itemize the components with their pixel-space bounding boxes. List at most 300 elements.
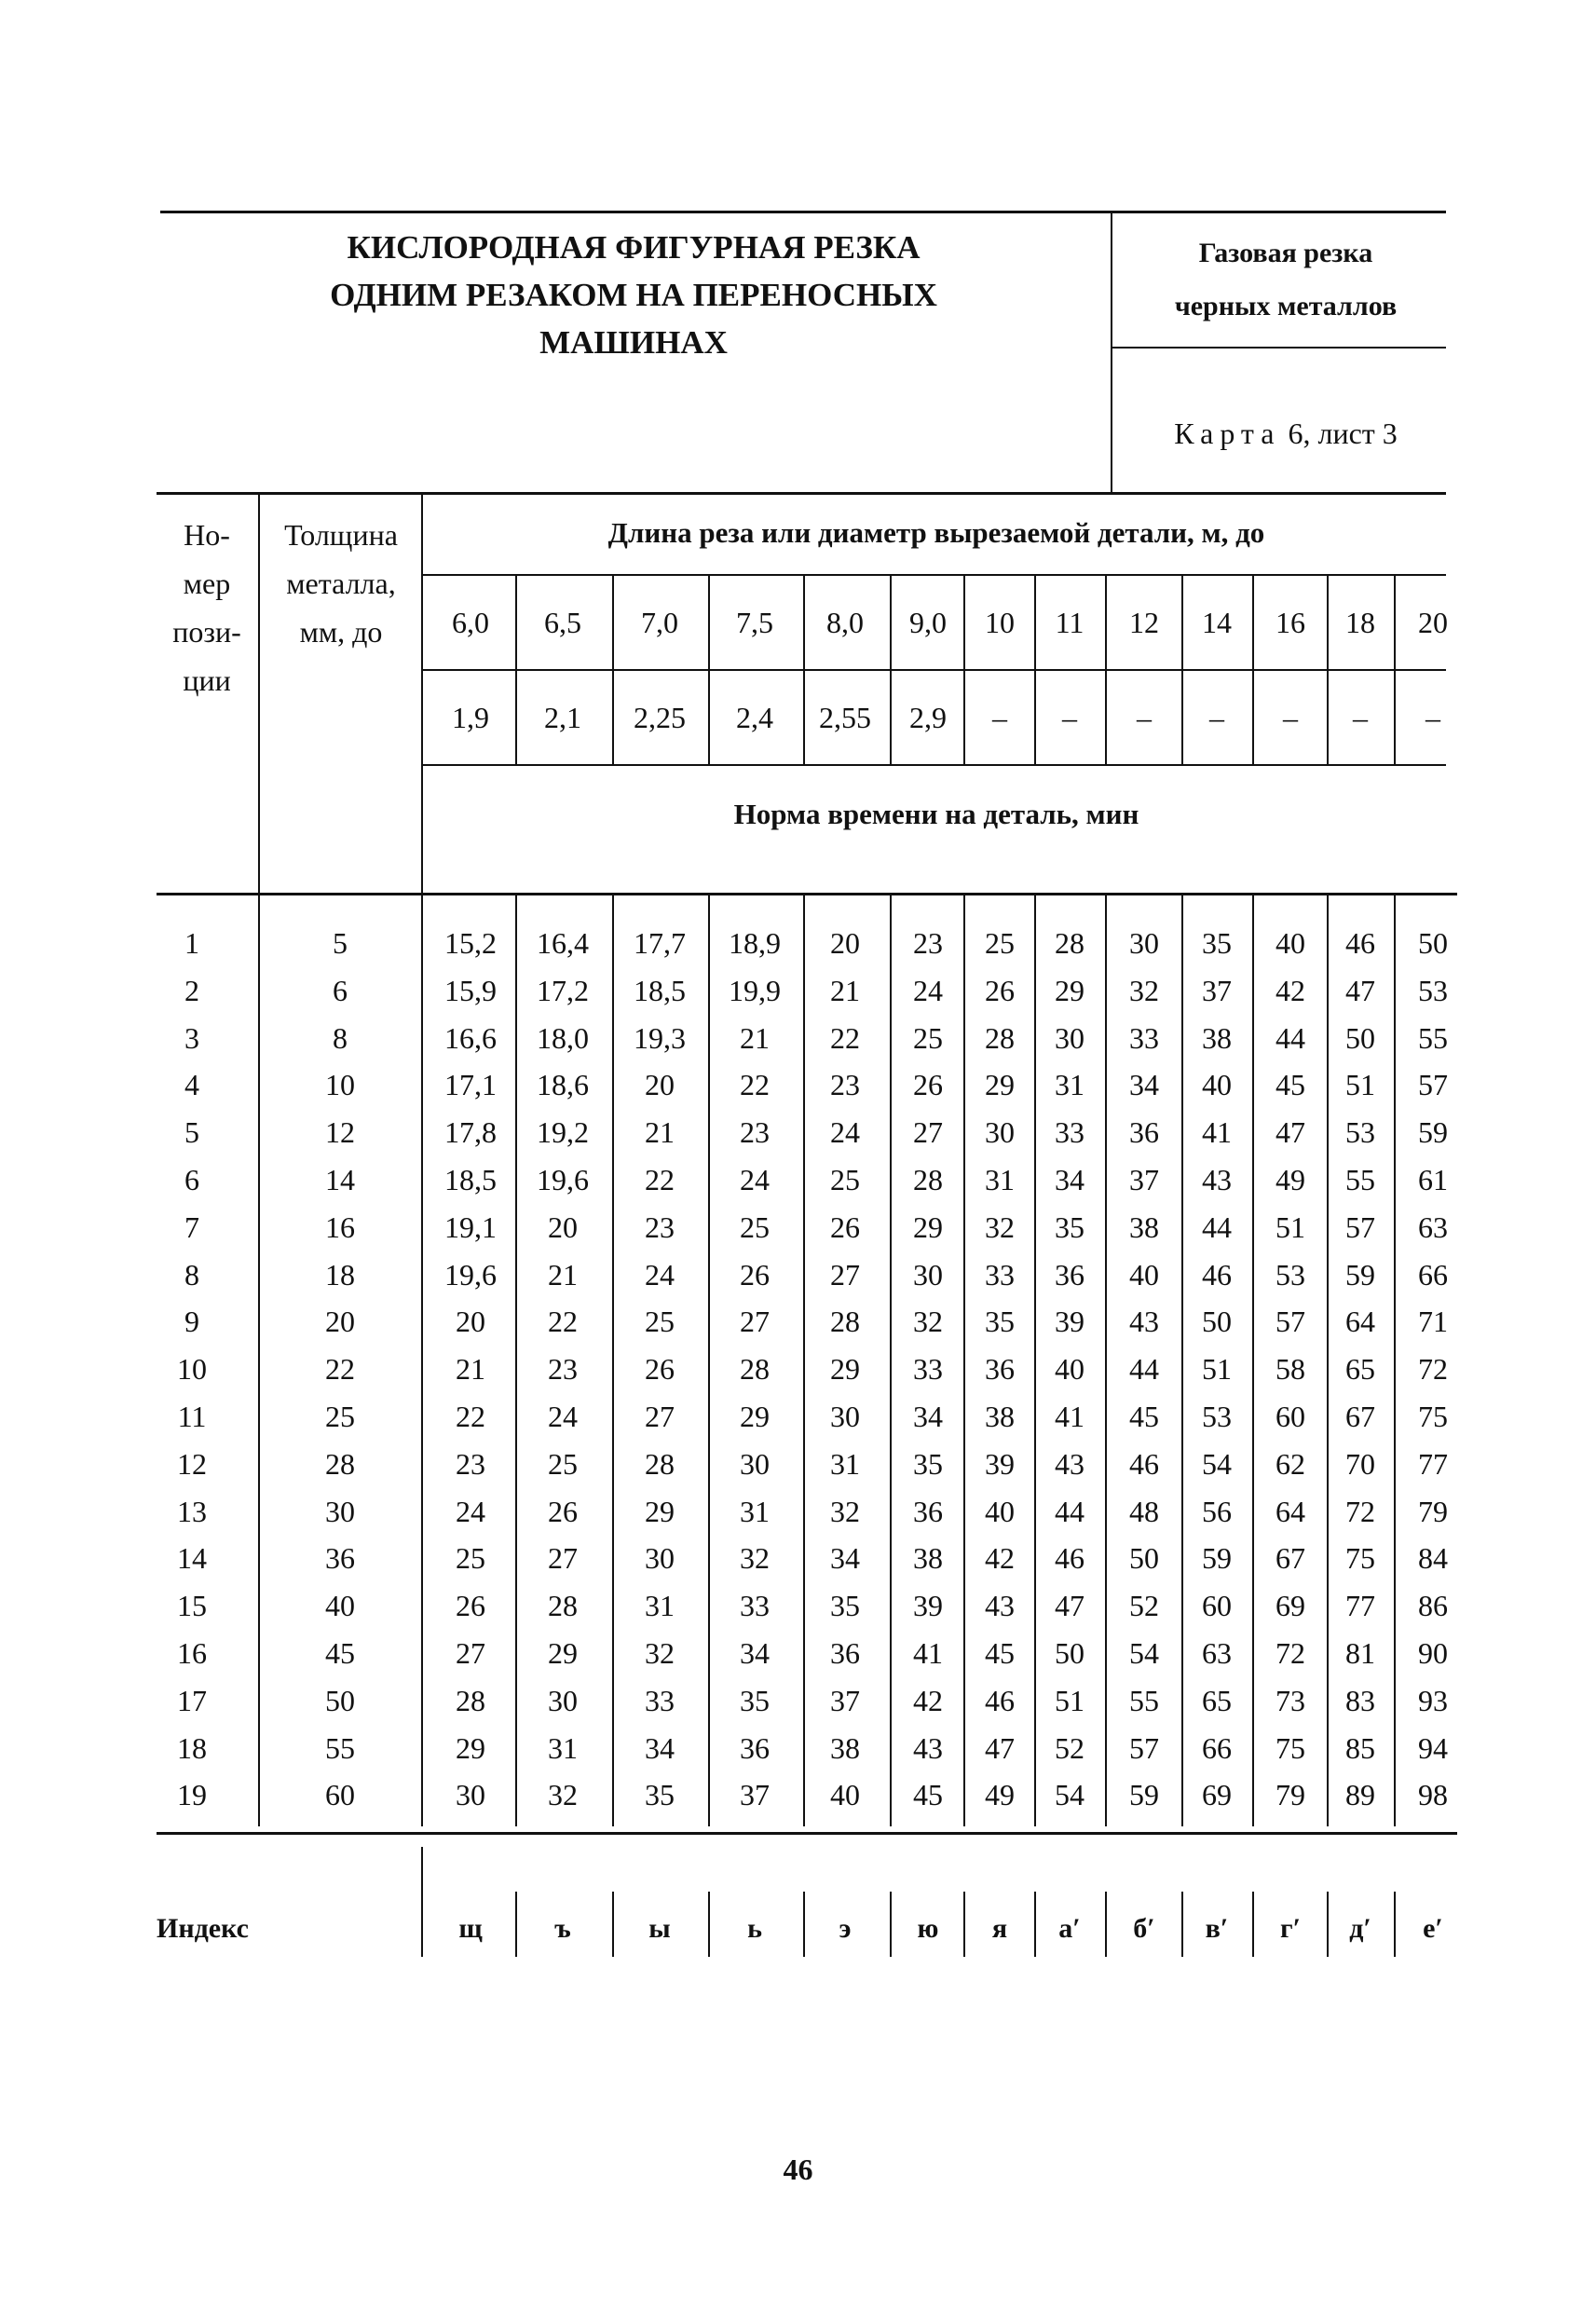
norm-time-cell: 17,8 <box>444 1115 497 1149</box>
norm-time-cell: 33 <box>740 1589 770 1622</box>
norm-time-cell: 66 <box>1202 1731 1232 1765</box>
position-cell: 19 <box>177 1778 207 1811</box>
header-divider <box>1111 211 1112 492</box>
norm-time-cell: 46 <box>985 1684 1015 1717</box>
diameters-row-rule <box>421 764 1446 766</box>
index-cell: б′ <box>1133 1913 1155 1944</box>
thickness-cell: 8 <box>333 1021 348 1055</box>
thickness-cell: 20 <box>325 1305 355 1338</box>
index-col-divider <box>421 1847 423 1957</box>
norm-time-cell: 19,9 <box>729 974 781 1007</box>
norm-time-cell: 50 <box>1345 1021 1375 1055</box>
norm-time-cell: 59 <box>1418 1115 1448 1149</box>
norm-time-cell: 39 <box>985 1447 1015 1481</box>
norm-time-cell: 46 <box>1129 1447 1159 1481</box>
norm-time-cell: 67 <box>1275 1541 1305 1575</box>
thickness-cell: 5 <box>333 926 348 960</box>
position-header-line: ции <box>183 663 231 697</box>
norm-time-cell: 54 <box>1055 1778 1084 1811</box>
diameter-cell: 2,55 <box>819 701 871 734</box>
norm-time-cell: 75 <box>1418 1400 1448 1433</box>
norm-time-cell: 98 <box>1418 1778 1448 1811</box>
value-col-divider <box>708 574 710 764</box>
diameter-cell: 1,9 <box>452 701 489 734</box>
norm-time-cell: 70 <box>1345 1447 1375 1481</box>
norm-time-cell: 22 <box>830 1021 860 1055</box>
norm-time-cell: 21 <box>830 974 860 1007</box>
position-cell: 17 <box>177 1684 207 1717</box>
lengths-row-rule <box>421 669 1446 671</box>
norm-time-cell: 31 <box>830 1447 860 1481</box>
norm-time-cell: 54 <box>1202 1447 1232 1481</box>
value-col-divider <box>1327 574 1329 764</box>
position-cell: 4 <box>184 1068 199 1101</box>
col-divider-1 <box>258 492 260 1826</box>
index-col-divider <box>612 1892 614 1957</box>
thickness-cell: 16 <box>325 1210 355 1244</box>
norm-time-cell: 38 <box>985 1400 1015 1433</box>
norm-time-cell: 30 <box>913 1258 943 1292</box>
norm-time-cell: 72 <box>1418 1352 1448 1386</box>
norm-time-cell: 51 <box>1055 1684 1084 1717</box>
position-cell: 16 <box>177 1636 207 1670</box>
norm-time-cell: 24 <box>645 1258 675 1292</box>
norm-time-cell: 47 <box>1055 1589 1084 1622</box>
norm-time-cell: 72 <box>1275 1636 1305 1670</box>
norm-time-cell: 36 <box>740 1731 770 1765</box>
norm-time-cell: 25 <box>548 1447 578 1481</box>
norm-time-cell: 75 <box>1275 1731 1305 1765</box>
length-cell: 16 <box>1275 606 1305 639</box>
index-cell: э <box>839 1913 852 1944</box>
norm-time-cell: 16,6 <box>444 1021 497 1055</box>
norm-time-cell: 28 <box>1055 926 1084 960</box>
norm-time-cell: 16,4 <box>537 926 589 960</box>
norm-time-cell: 35 <box>830 1589 860 1622</box>
diameter-cell: 2,4 <box>736 701 773 734</box>
norm-time-cell: 60 <box>1275 1400 1305 1433</box>
norm-time-cell: 53 <box>1418 974 1448 1007</box>
diameter-cell: 2,25 <box>634 701 686 734</box>
index-cell: е′ <box>1423 1913 1443 1944</box>
position-cell: 3 <box>184 1021 199 1055</box>
norm-time-cell: 33 <box>645 1684 675 1717</box>
norm-time-cell: 23 <box>740 1115 770 1149</box>
norm-time-cell: 35 <box>645 1778 675 1811</box>
norm-time-cell: 31 <box>740 1495 770 1528</box>
norm-time-cell: 32 <box>645 1636 675 1670</box>
norm-time-cell: 45 <box>1275 1068 1305 1101</box>
index-cell: г′ <box>1279 1913 1302 1944</box>
page-number: 46 <box>783 2153 813 2186</box>
position-cell: 12 <box>177 1447 207 1481</box>
norm-time-cell: 33 <box>913 1352 943 1386</box>
norm-time-cell: 32 <box>913 1305 943 1338</box>
norm-time-cell: 18,6 <box>537 1068 589 1101</box>
table-body-top-rule <box>157 893 1457 895</box>
table-top-rule <box>157 492 1446 495</box>
norm-time-cell: 44 <box>1275 1021 1305 1055</box>
norm-time-cell: 79 <box>1418 1495 1448 1528</box>
norm-time-cell: 46 <box>1202 1258 1232 1292</box>
norm-time-cell: 20 <box>548 1210 578 1244</box>
norm-time-cell: 28 <box>830 1305 860 1338</box>
position-cell: 2 <box>184 974 199 1007</box>
length-group-header: Длина реза или диаметр вырезаемой детали, м, до <box>607 516 1265 549</box>
norm-time-cell: 77 <box>1418 1447 1448 1481</box>
norm-time-cell: 40 <box>985 1495 1015 1528</box>
value-col-divider <box>1394 574 1396 764</box>
norm-time-cell: 28 <box>913 1163 943 1196</box>
norm-time-cell: 65 <box>1202 1684 1232 1717</box>
norm-time-cell: 93 <box>1418 1684 1448 1717</box>
norm-time-cell: 58 <box>1275 1352 1305 1386</box>
norm-time-cell: 56 <box>1202 1495 1232 1528</box>
norm-time-cell: 36 <box>1129 1115 1159 1149</box>
index-cell: в′ <box>1205 1913 1229 1944</box>
norm-time-cell: 37 <box>830 1684 860 1717</box>
thickness-header-line: металла, <box>286 567 396 600</box>
norm-time-cell: 22 <box>740 1068 770 1101</box>
norm-time-cell: 27 <box>456 1636 485 1670</box>
index-col-divider <box>803 1892 805 1957</box>
norm-time-cell: 20 <box>830 926 860 960</box>
norm-time-cell: 29 <box>985 1068 1015 1101</box>
position-cell: 11 <box>177 1400 207 1433</box>
position-cell: 6 <box>184 1163 199 1196</box>
thickness-cell: 50 <box>325 1684 355 1717</box>
norm-time-cell: 43 <box>913 1731 943 1765</box>
norm-time-cell: 44 <box>1202 1210 1232 1244</box>
norm-time-cell: 41 <box>1055 1400 1084 1433</box>
norm-time-cell: 17,2 <box>537 974 589 1007</box>
norm-time-cell: 47 <box>1275 1115 1305 1149</box>
diameter-cell: – <box>1283 701 1298 734</box>
norm-time-cell: 31 <box>985 1163 1015 1196</box>
norm-time-cell: 29 <box>913 1210 943 1244</box>
norm-time-cell: 73 <box>1275 1684 1305 1717</box>
norm-time-cell: 45 <box>913 1778 943 1811</box>
norm-time-cell: 83 <box>1345 1684 1375 1717</box>
norm-time-cell: 44 <box>1055 1495 1084 1528</box>
norm-time-cell: 84 <box>1418 1541 1448 1575</box>
title-line-3: МАШИНАХ <box>539 324 728 361</box>
index-cell: ю <box>917 1913 939 1944</box>
value-col-divider <box>515 574 517 764</box>
thickness-cell: 30 <box>325 1495 355 1528</box>
position-cell: 9 <box>184 1305 199 1338</box>
norm-time-cell: 29 <box>645 1495 675 1528</box>
position-column-header <box>157 511 257 704</box>
thickness-cell: 45 <box>325 1636 355 1670</box>
norm-time-cell: 15,2 <box>444 926 497 960</box>
norm-time-cell: 23 <box>913 926 943 960</box>
norm-time-cell: 28 <box>456 1684 485 1717</box>
norm-time-cell: 39 <box>1055 1305 1084 1338</box>
length-cell: 8,0 <box>826 606 864 639</box>
diameter-cell: – <box>1425 701 1440 734</box>
norm-time-cell: 50 <box>1202 1305 1232 1338</box>
norm-time-cell: 49 <box>1275 1163 1305 1196</box>
norm-time-cell: 19,6 <box>537 1163 589 1196</box>
norm-time-cell: 37 <box>1202 974 1232 1007</box>
norm-time-cell: 27 <box>645 1400 675 1433</box>
norm-time-cell: 18,0 <box>537 1021 589 1055</box>
card-word: Карта <box>1174 417 1281 450</box>
position-header-line: мер <box>183 567 231 600</box>
index-cell: ь <box>747 1913 762 1944</box>
norm-time-cell: 22 <box>548 1305 578 1338</box>
norm-time-cell: 53 <box>1275 1258 1305 1292</box>
length-cell: 7,0 <box>641 606 678 639</box>
norm-time-cell: 47 <box>1345 974 1375 1007</box>
norm-time-cell: 47 <box>985 1731 1015 1765</box>
category-label <box>1118 226 1453 333</box>
thickness-cell: 10 <box>325 1068 355 1101</box>
value-col-divider <box>890 574 892 764</box>
norm-time-cell: 30 <box>830 1400 860 1433</box>
length-cell: 14 <box>1202 606 1232 639</box>
norm-time-cell: 32 <box>1129 974 1159 1007</box>
norm-time-cell: 42 <box>913 1684 943 1717</box>
position-cell: 1 <box>184 926 199 960</box>
norm-time-cell: 37 <box>1129 1163 1159 1196</box>
norm-time-cell: 30 <box>1129 926 1159 960</box>
index-cell: д′ <box>1349 1913 1371 1944</box>
norm-time-cell: 66 <box>1418 1258 1448 1292</box>
norm-time-cell: 38 <box>913 1541 943 1575</box>
length-cell: 6,5 <box>544 606 581 639</box>
norm-time-cell: 64 <box>1345 1305 1375 1338</box>
norm-time-cell: 36 <box>830 1636 860 1670</box>
norm-time-cell: 60 <box>1202 1589 1232 1622</box>
position-cell: 5 <box>184 1115 199 1149</box>
norm-time-cell: 28 <box>645 1447 675 1481</box>
position-cell: 14 <box>177 1541 207 1575</box>
norm-time-cell: 33 <box>1055 1115 1084 1149</box>
norm-time-cell: 45 <box>985 1636 1015 1670</box>
norm-time-cell: 51 <box>1345 1068 1375 1101</box>
thickness-cell: 22 <box>325 1352 355 1386</box>
norm-time-cell: 41 <box>913 1636 943 1670</box>
norm-time-cell: 32 <box>830 1495 860 1528</box>
document-title <box>280 224 988 366</box>
diameter-cell: 2,9 <box>909 701 947 734</box>
norm-time-cell: 31 <box>645 1589 675 1622</box>
length-cell: 18 <box>1345 606 1375 639</box>
norm-time-cell: 38 <box>830 1731 860 1765</box>
norm-time-cell: 28 <box>740 1352 770 1386</box>
norm-time-cell: 34 <box>1055 1163 1084 1196</box>
norm-time-cell: 27 <box>830 1258 860 1292</box>
norm-time-cell: 54 <box>1129 1636 1159 1670</box>
norm-time-cell: 65 <box>1345 1352 1375 1386</box>
norm-time-cell: 62 <box>1275 1447 1305 1481</box>
norm-time-cell: 43 <box>985 1589 1015 1622</box>
norm-time-cell: 50 <box>1129 1541 1159 1575</box>
norm-time-cell: 29 <box>1055 974 1084 1007</box>
norm-time-cell: 29 <box>740 1400 770 1433</box>
thickness-cell: 6 <box>333 974 348 1007</box>
norm-time-cell: 53 <box>1345 1115 1375 1149</box>
norm-time-cell: 36 <box>985 1352 1015 1386</box>
norm-time-cell: 17,1 <box>444 1068 497 1101</box>
norm-time-cell: 55 <box>1418 1021 1448 1055</box>
norm-time-cell: 59 <box>1202 1541 1232 1575</box>
norm-time-cell: 27 <box>913 1115 943 1149</box>
length-header-rule <box>421 574 1446 576</box>
norm-time-cell: 18,5 <box>634 974 686 1007</box>
norm-time-cell: 21 <box>456 1352 485 1386</box>
position-cell: 8 <box>184 1258 199 1292</box>
diameter-cell: – <box>1137 701 1152 734</box>
norm-time-cell: 28 <box>548 1589 578 1622</box>
norm-time-cell: 46 <box>1345 926 1375 960</box>
norm-time-cell: 25 <box>913 1021 943 1055</box>
norm-time-cell: 55 <box>1345 1163 1375 1196</box>
diameter-cell: – <box>1353 701 1368 734</box>
position-cell: 15 <box>177 1589 207 1622</box>
norm-time-cell: 26 <box>985 974 1015 1007</box>
norm-time-cell: 40 <box>1129 1258 1159 1292</box>
norm-time-cell: 30 <box>740 1447 770 1481</box>
norm-time-cell: 40 <box>1055 1352 1084 1386</box>
norm-time-cell: 27 <box>548 1541 578 1575</box>
norm-time-cell: 85 <box>1345 1731 1375 1765</box>
norm-time-cell: 57 <box>1275 1305 1305 1338</box>
length-cell: 7,5 <box>736 606 773 639</box>
norm-time-cell: 29 <box>456 1731 485 1765</box>
norm-time-cell: 63 <box>1202 1636 1232 1670</box>
norm-time-cell: 22 <box>456 1400 485 1433</box>
norm-time-cell: 57 <box>1418 1068 1448 1101</box>
thickness-cell: 60 <box>325 1778 355 1811</box>
norm-time-cell: 25 <box>985 926 1015 960</box>
value-col-divider <box>612 893 614 1826</box>
norm-time-cell: 49 <box>985 1778 1015 1811</box>
norm-time-cell: 51 <box>1202 1352 1232 1386</box>
norm-time-cell: 23 <box>456 1447 485 1481</box>
length-cell: 11 <box>1055 606 1084 639</box>
norm-time-cell: 32 <box>740 1541 770 1575</box>
norm-time-cell: 24 <box>830 1115 860 1149</box>
norm-time-cell: 24 <box>456 1495 485 1528</box>
norm-time-cell: 77 <box>1345 1589 1375 1622</box>
card-reference <box>1118 417 1453 451</box>
index-col-divider <box>515 1892 517 1957</box>
norm-time-cell: 90 <box>1418 1636 1448 1670</box>
value-col-divider <box>612 574 614 764</box>
norm-time-header: Норма времени на деталь, мин <box>733 798 1139 830</box>
thickness-cell: 18 <box>325 1258 355 1292</box>
norm-time-cell: 21 <box>645 1115 675 1149</box>
norm-time-cell: 69 <box>1202 1778 1232 1811</box>
value-col-divider <box>1105 574 1107 764</box>
thickness-header-line: Толщина <box>284 518 398 552</box>
thickness-header-line: мм, до <box>299 615 383 649</box>
norm-time-cell: 31 <box>548 1731 578 1765</box>
norm-time-cell: 75 <box>1345 1541 1375 1575</box>
position-header-line: пози- <box>172 615 241 649</box>
norm-time-cell: 59 <box>1345 1258 1375 1292</box>
norm-time-cell: 72 <box>1345 1495 1375 1528</box>
title-line-1: КИСЛОРОДНАЯ ФИГУРНАЯ РЕЗКА <box>347 229 921 266</box>
norm-time-cell: 21 <box>740 1021 770 1055</box>
length-cell: 12 <box>1129 606 1159 639</box>
norm-time-cell: 43 <box>1129 1305 1159 1338</box>
norm-time-cell: 43 <box>1055 1447 1084 1481</box>
norm-time-cell: 44 <box>1129 1352 1159 1386</box>
norm-time-cell: 40 <box>1202 1068 1232 1101</box>
norm-time-cell: 37 <box>740 1778 770 1811</box>
norm-time-cell: 25 <box>456 1541 485 1575</box>
index-cell: ъ <box>554 1913 571 1944</box>
norm-time-cell: 25 <box>645 1305 675 1338</box>
value-col-divider <box>1181 574 1183 764</box>
norm-time-cell: 42 <box>1275 974 1305 1007</box>
norm-time-cell: 69 <box>1275 1589 1305 1622</box>
norm-time-cell: 52 <box>1129 1589 1159 1622</box>
norm-time-cell: 32 <box>548 1778 578 1811</box>
position-cell: 13 <box>177 1495 207 1528</box>
norm-time-cell: 29 <box>830 1352 860 1386</box>
thickness-cell: 40 <box>325 1589 355 1622</box>
index-cell: я <box>991 1913 1008 1944</box>
norm-time-cell: 26 <box>645 1352 675 1386</box>
norm-time-cell: 19,1 <box>444 1210 497 1244</box>
norm-time-cell: 25 <box>740 1210 770 1244</box>
norm-time-cell: 23 <box>548 1352 578 1386</box>
norm-time-cell: 67 <box>1345 1400 1375 1433</box>
thickness-cell: 55 <box>325 1731 355 1765</box>
norm-time-cell: 19,3 <box>634 1021 686 1055</box>
thickness-cell: 14 <box>325 1163 355 1196</box>
norm-time-cell: 89 <box>1345 1778 1375 1811</box>
norm-time-cell: 57 <box>1129 1731 1159 1765</box>
norm-time-cell: 43 <box>1202 1163 1232 1196</box>
value-col-divider <box>708 893 710 1826</box>
header-top-rule <box>160 211 1446 213</box>
norm-time-cell: 34 <box>1129 1068 1159 1101</box>
norm-time-cell: 29 <box>548 1636 578 1670</box>
norm-time-cell: 18,9 <box>729 926 781 960</box>
norm-time-cell: 39 <box>913 1589 943 1622</box>
norm-time-cell: 34 <box>645 1731 675 1765</box>
norm-time-cell: 31 <box>1055 1068 1084 1101</box>
norm-time-cell: 38 <box>1202 1021 1232 1055</box>
norm-time-cell: 40 <box>830 1778 860 1811</box>
norm-time-cell: 53 <box>1202 1400 1232 1433</box>
thickness-column-header <box>261 511 421 656</box>
norm-time-cell: 21 <box>548 1258 578 1292</box>
norm-time-cell: 19,6 <box>444 1258 497 1292</box>
norm-time-cell: 34 <box>913 1400 943 1433</box>
thickness-cell: 28 <box>325 1447 355 1481</box>
norm-time-cell: 55 <box>1129 1684 1159 1717</box>
norm-time-cell: 30 <box>985 1115 1015 1149</box>
norm-time-cell: 42 <box>985 1541 1015 1575</box>
category-line-1: Газовая резка <box>1198 238 1373 268</box>
norm-time-cell: 28 <box>985 1021 1015 1055</box>
norm-time-cell: 57 <box>1345 1210 1375 1244</box>
category-divider-rule <box>1111 347 1446 349</box>
length-cell: 9,0 <box>909 606 947 639</box>
norm-time-cell: 64 <box>1275 1495 1305 1528</box>
norm-time-cell: 30 <box>456 1778 485 1811</box>
norm-time-cell: 26 <box>740 1258 770 1292</box>
diameter-cell: – <box>1209 701 1224 734</box>
norm-time-cell: 86 <box>1418 1589 1448 1622</box>
